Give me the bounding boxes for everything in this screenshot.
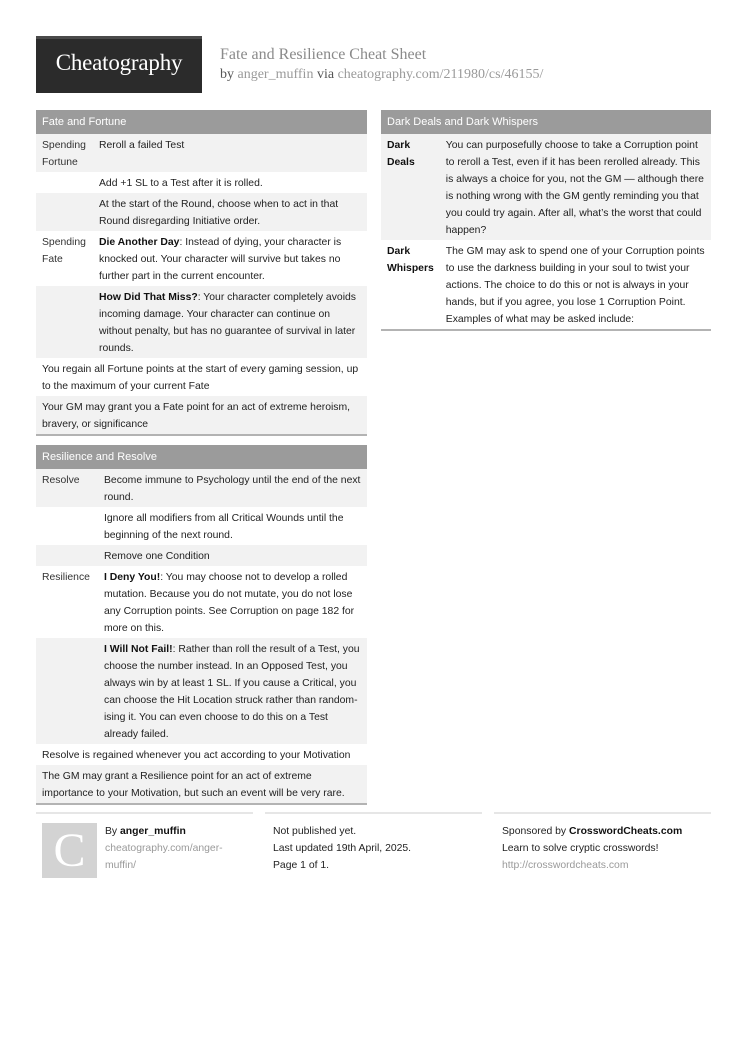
published-status: Not published yet. <box>273 826 357 837</box>
table-row: Add +1 SL to a Test after it is rolled. <box>36 172 367 193</box>
table-row: Ignore all modifiers from all Critical Wounds until the beginning of the next round. <box>36 507 367 545</box>
author-profile-link[interactable]: cheatography.com/anger- muffin/ <box>105 843 223 871</box>
section-resilience-and-resolve <box>36 445 367 805</box>
table-row: Spending Fate Die Another Day: Instead of dying, your character is knocked out. Your character will survive but takes no further part in the current encounter. <box>36 231 367 286</box>
table-row: I Will Not Fail!: Rather than roll the result of a Test, you choose the number instead. In an Opposed Test, you always win by at least 1 SL. If you cause a Critical, you can choose the Hit Location struck rather than random- ising it. You can even choose to do this on a Test already failed. <box>36 638 367 744</box>
table-row: The GM may grant a Resilience point for an act of extreme importance to your Motivation, but such an event will be very rare. <box>36 765 367 803</box>
footer-sponsor: Sponsored by CrosswordCheats.com Learn to solve cryptic crosswords! http://crosswordcheats.com <box>494 812 711 884</box>
section-fate-and-fortune <box>36 110 367 436</box>
byline: by anger_muffin via cheatography.com/211980/cs/46155/ <box>220 67 544 82</box>
table-row: How Did That Miss?: Your character completely avoids incoming damage. Your character can continue on without penalty, but has no guarantee of survival in later rounds. <box>36 286 367 358</box>
sponsor-link[interactable]: CrosswordCheats.com <box>569 826 683 837</box>
section-title: Fate and Fortune <box>36 110 367 134</box>
table-row: You regain all Fortune points at the start of every gaming session, up to the maximum of your current Fate <box>36 358 367 396</box>
section-dark-deals-and-dark-whispers <box>381 110 711 331</box>
footer <box>36 812 711 882</box>
table-row: At the start of the Round, choose when to act in that Round disregarding Initiative order. <box>36 193 367 231</box>
footer-author: C By anger_muffin cheatography.com/anger- muffin/ <box>36 812 253 884</box>
sponsor-tagline: Learn to solve cryptic crosswords! <box>502 843 659 854</box>
author-link[interactable]: anger_muffin <box>237 67 314 82</box>
last-updated: Last updated 19th April, 2025. <box>273 843 412 854</box>
table-row: Resilience I Deny You!: You may choose not to develop a rolled mutation. Because you do not mutate, you do not lose any Corruption points. See Corruption on page 182 for more on this. <box>36 566 367 638</box>
section-divider <box>36 803 367 805</box>
table-row: Your GM may grant you a Fate point for an act of extreme heroism, bravery, or significance <box>36 396 367 434</box>
section-divider <box>381 329 711 331</box>
cheatography-logo[interactable] <box>36 36 202 93</box>
footer-author-link[interactable]: anger_muffin <box>120 826 186 837</box>
header <box>220 45 543 84</box>
section-title: Dark Deals and Dark Whispers <box>381 110 711 134</box>
table-row: Dark Whispers The GM may ask to spend one of your Corruption points to use the darkness building in your soul to twist your actions. The choice to do this or not is always in your hands, but if you agree, you lose 1 Corruption Point. Examples of what may be asked include: <box>381 240 711 329</box>
table-row: Resolve Become immune to Psychology until the end of the next round. <box>36 469 367 507</box>
author-avatar[interactable]: C <box>42 823 97 878</box>
sponsor-url[interactable]: http://crosswordcheats.com <box>502 860 629 871</box>
table-row: Dark Deals You can purposefully choose to take a Corruption point to reroll a Test, even if it has been rerolled already. This is always a choice for you, not the GM — although there is nothing wrong with the GM gently reminding you that you could try again. After all, what’s the worst that could happen? <box>381 134 711 240</box>
page-number: Page 1 of 1. <box>273 860 330 871</box>
page-title: Fate and Resilience Cheat Sheet <box>220 46 427 63</box>
table-row: Spending Fortune Reroll a failed Test <box>36 134 367 172</box>
table-row: Resolve is regained whenever you act according to your Motivation <box>36 744 367 765</box>
logo-text: Cheatography <box>55 50 183 75</box>
section-title: Resilience and Resolve <box>36 445 367 469</box>
section-divider <box>36 434 367 436</box>
sheet-url-link[interactable]: cheatography.com/211980/cs/46155/ <box>337 67 544 82</box>
table-row: Remove one Condition <box>36 545 367 566</box>
footer-meta <box>265 812 482 884</box>
